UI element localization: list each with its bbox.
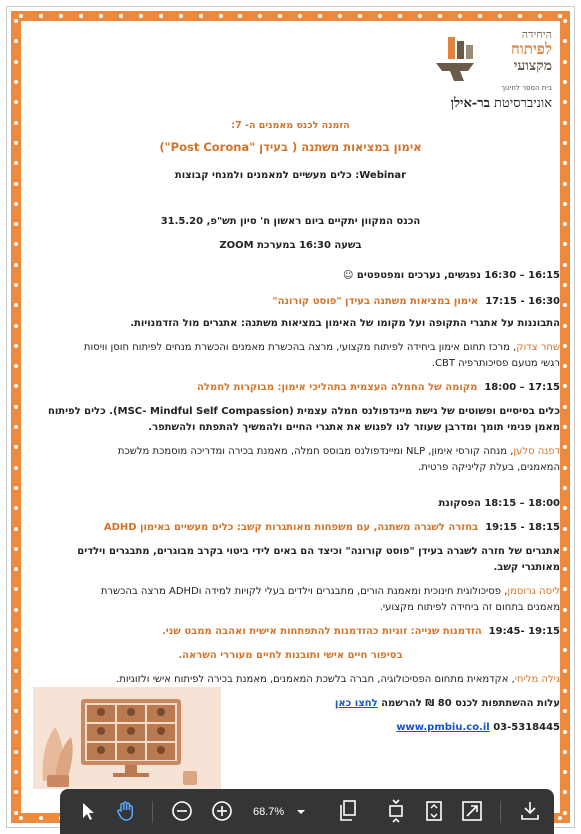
frame-dot (563, 121, 567, 125)
frame-dot (563, 527, 567, 531)
frame-dot (563, 39, 567, 43)
website-link[interactable]: www.pmbiu.co.il (396, 722, 490, 733)
frame-dot (14, 669, 18, 673)
schedule-item-break: 18:00 – 18:15 הפסקונת (438, 498, 560, 509)
schedule-item-6-heading: 19:15 -19:45 הזדמנות שנייה: זוגיות כהזדמנות להתפתחות אישית ואהבה ממבט שני. (161, 626, 560, 637)
schedule-item-2-desc: התבוננות על אתגרי התקופה ועל מקומו של האימון במציאות משתנה: אתגרים מול הזדמנויות. (130, 318, 560, 329)
frame-dot (39, 816, 43, 820)
university-name: אוניברסיטת בר-אילן (450, 96, 552, 111)
frame-dot (418, 14, 422, 18)
schedule-item-2-speaker: שחר צדוק, מרכז תחום אימון ביחידה לפיתוח מקצועי, מרצה בהכשרת מאמנים והכשרת מנחים לפיתוח חוסן וויסות (83, 342, 560, 353)
frame-dot (563, 750, 567, 754)
frame-dot (258, 14, 262, 18)
frame-dot (478, 14, 482, 18)
logo-line-2: לפיתוח (511, 40, 552, 58)
frame-dot (318, 14, 322, 18)
frame-dot (563, 303, 567, 307)
schedule-item-5-speaker-cont: מאמנים בתחום זה ביחידה לפיתוח מקצועי. (379, 602, 560, 613)
frame-dot (563, 669, 567, 673)
frame-dot (358, 14, 362, 18)
frame-dot (14, 222, 18, 226)
frame-dot (563, 730, 567, 734)
zoom-in-icon (211, 800, 233, 822)
frame-dot (563, 202, 567, 206)
schedule-item-2-heading: 16:30 - 17:15 אימון במציאות משתנה בעידן "פוסט קורונה" (272, 296, 560, 307)
unit-logo (434, 29, 552, 117)
frame-dot (139, 14, 143, 18)
frame-dot (14, 324, 18, 328)
schedule-item-5-desc-2: מאותגרי קשב. (493, 562, 560, 573)
frame-dot (39, 14, 43, 18)
schedule-item-3-speaker-cont: המאמנים, בעלת קליניקה פרטית. (418, 462, 560, 473)
frame-dot (14, 689, 18, 693)
frame-dot (563, 425, 567, 429)
phone-number: 03-5318445 (493, 722, 560, 733)
frame-dot (14, 405, 18, 409)
zoom-in-button[interactable] (206, 795, 238, 827)
frame-dot (563, 811, 567, 815)
frame-dot (14, 39, 18, 43)
pdf-viewer-toolbar (60, 789, 554, 834)
frame-dot (563, 486, 567, 490)
frame-dot (563, 19, 567, 23)
schedule-item-opening: 16:15 – 16:30 נפגשים, נערכים ומפטפטים ☺ (343, 270, 560, 281)
frame-dot (518, 14, 522, 18)
frame-dot (14, 445, 18, 449)
frame-dot (563, 141, 567, 145)
frame-dot (238, 14, 242, 18)
frame-dot (563, 648, 567, 652)
frame-dot (14, 100, 18, 104)
frame-dot (378, 14, 382, 18)
frame-dots-left (11, 11, 21, 823)
frame-dot (219, 14, 223, 18)
frame-dot (14, 202, 18, 206)
frame-dot (438, 14, 442, 18)
fit-width-icon (423, 800, 445, 822)
frame-dot (14, 141, 18, 145)
frame-dot (14, 506, 18, 510)
frame-dot (563, 384, 567, 388)
frame-dot (338, 14, 342, 18)
cursor-tool-button[interactable] (72, 795, 104, 827)
frame-dots-top (11, 11, 570, 21)
frame-dot (99, 14, 103, 18)
frame-dot (563, 466, 567, 470)
frame-dot (14, 567, 18, 571)
logo-mark-icon (434, 37, 476, 81)
frame-dot (59, 14, 63, 18)
frame-dot (563, 344, 567, 348)
frame-dot (14, 303, 18, 307)
frame-dot (79, 14, 83, 18)
zoom-level-value: 68.7% (253, 806, 285, 818)
schedule-item-2-speaker-cont: רגשי מטעם פסיכותרפיה CBT. (431, 358, 560, 369)
register-link[interactable]: לחצו כאן (334, 698, 378, 709)
frame-dot (563, 405, 567, 409)
video-call-illustration (33, 687, 221, 789)
frame-dot (14, 811, 18, 815)
frame-dot (563, 506, 567, 510)
frame-dot (563, 547, 567, 551)
invitation-line: הזמנה לכנס מאמנים ה- 7: (231, 120, 350, 131)
frame-dot (298, 14, 302, 18)
fit-width-button[interactable] (418, 795, 450, 827)
frame-dot (14, 608, 18, 612)
frame-dot (14, 384, 18, 388)
conference-title: אימון במציאות משתנה ( בעידן "Post Corona") (159, 140, 422, 154)
frame-dot (159, 14, 163, 18)
download-button[interactable] (514, 795, 546, 827)
page-copy-button[interactable] (332, 795, 364, 827)
frame-dot (563, 182, 567, 186)
frame-dot (179, 14, 183, 18)
schedule-item-6-speaker: גילה מליחי, אקדמאית מתחום הפסיכולוגיה, חברה בלשכת המאמנים, מאמנת בכירה לפיתוח אישי ולזוגיות. (116, 674, 560, 685)
frame-dot (199, 14, 203, 18)
frame-dot (563, 60, 567, 64)
hand-icon (115, 800, 137, 822)
logo-line-1: היחידה (521, 28, 552, 41)
cursor-icon (79, 801, 97, 821)
frame-dot (119, 14, 123, 18)
fit-page-button[interactable] (380, 795, 412, 827)
frame-dot (538, 14, 542, 18)
fit-page-icon (386, 799, 406, 823)
frame-dot (14, 628, 18, 632)
fullscreen-icon (461, 800, 483, 822)
frame-dot (14, 242, 18, 246)
frame-dot (14, 283, 18, 287)
frame-dot (14, 587, 18, 591)
schedule-item-6-subtitle: בסיפור חיים אישי ותובנות לחיים מעוררי השראה. (178, 650, 403, 661)
frame-dot (14, 344, 18, 348)
frame-dot (14, 709, 18, 713)
frame-dot (563, 263, 567, 267)
frame-dot (14, 60, 18, 64)
frame-dot (563, 689, 567, 693)
frame-dot (563, 587, 567, 591)
schedule-item-3-heading: 17:15 – 18:00 מקומה של החמלה העצמית בתהליכי אימון: מבוקרות לחמלה (197, 382, 560, 393)
schedule-item-5-desc-1: אתגרים של חזרה לשגרה בעידן "פוסט קורונה" וכיצד הם באים לידי ביטוי בקרב מבוגרים, מתבגרים וילדים (77, 546, 560, 557)
zoom-level-select[interactable] (253, 801, 317, 823)
frame-dot (14, 527, 18, 531)
frame-dot (278, 14, 282, 18)
schedule-item-3-desc-1: כלים בסיסיים ופשוטים של גישת מיינדפולנס חמלה עצמית (MSC- Mindful Self Compassion). כלים לפיתוח (47, 406, 560, 417)
frame-dot (14, 750, 18, 754)
frame-dot (563, 242, 567, 246)
frame-dot (14, 486, 18, 490)
frame-dot (14, 80, 18, 84)
logo-line-3: מקצועי (513, 58, 552, 74)
zoom-out-icon (171, 800, 193, 822)
frame-dot (563, 770, 567, 774)
frame-dot (14, 425, 18, 429)
frame-dot (563, 324, 567, 328)
frame-dot (563, 364, 567, 368)
copy-icon (338, 800, 358, 822)
frame-dot (563, 283, 567, 287)
webinar-subtitle: Webinar: כלים מעשיים למאמנים ולמנחי קבוצות (174, 170, 407, 181)
frame-dot (14, 547, 18, 551)
date-line: הכנס המקוון יתקיים ביום ראשון ח' סיון תש"פ, 31.5.20 (160, 216, 421, 227)
frame-dot (14, 730, 18, 734)
frame-dot (563, 161, 567, 165)
frame-dot (398, 14, 402, 18)
zoom-out-button[interactable] (166, 795, 198, 827)
frame-dot (563, 709, 567, 713)
frame-dot (458, 14, 462, 18)
frame-dot (498, 14, 502, 18)
schedule-item-5-speaker: ליסה גרוסמן, פסיכולוגית חינוכית ומאמנת הורים, מתבגרים וילדים בעלי לקויות למידה וADHD מרצה בהכשרת (100, 586, 560, 597)
schedule-item-5-heading: 18:15 - 19:15 בחזרה לשגרה משתנה, עם משפחות מאותגרות קשב: כלים מעשיים באימון ADHD (103, 522, 560, 533)
frame-dot (563, 608, 567, 612)
frame-dot (14, 19, 18, 23)
frame-dot (14, 263, 18, 267)
frame-dot (14, 121, 18, 125)
document-page (6, 6, 575, 828)
frame-dot (14, 648, 18, 652)
frame-dot (563, 100, 567, 104)
frame-dot (563, 222, 567, 226)
frame-dot (14, 770, 18, 774)
registration-line: עלות ההשתתפות לכנס 80 ₪ להרשמה לחצו כאן (334, 698, 560, 709)
frame-dot (563, 628, 567, 632)
frame-dot (563, 567, 567, 571)
frame-dot (563, 80, 567, 84)
fullscreen-button[interactable] (456, 795, 488, 827)
time-line: בשעה 16:30 במערכת ZOOM (219, 240, 362, 251)
frame-dot (14, 466, 18, 470)
schedule-item-3-desc-2: מאמן פנימי תומך ומדרבן שעוזר לנו לפגוש את אתגרי החיים ולהמשיך להתפתח ולהשתפר. (148, 422, 560, 433)
frame-dot (14, 161, 18, 165)
frame-dot (563, 445, 567, 449)
frame-dots-right (560, 11, 570, 823)
frame-dot (14, 790, 18, 794)
logo-subtitle: בית הספר לחינוך (501, 84, 552, 92)
frame-dot (14, 182, 18, 186)
chevron-down-icon (296, 809, 306, 815)
hand-tool-button[interactable] (110, 795, 142, 827)
schedule-item-3-speaker: דפנה סלען, מנחה קורסי אימון, NLP ומיינדפולנס מבוסס חמלה, מאמנת בכירה ומדריכה מוסמכת מלשכת (117, 446, 560, 457)
frame-dot (563, 790, 567, 794)
download-icon (519, 800, 541, 822)
frame-dot (14, 364, 18, 368)
